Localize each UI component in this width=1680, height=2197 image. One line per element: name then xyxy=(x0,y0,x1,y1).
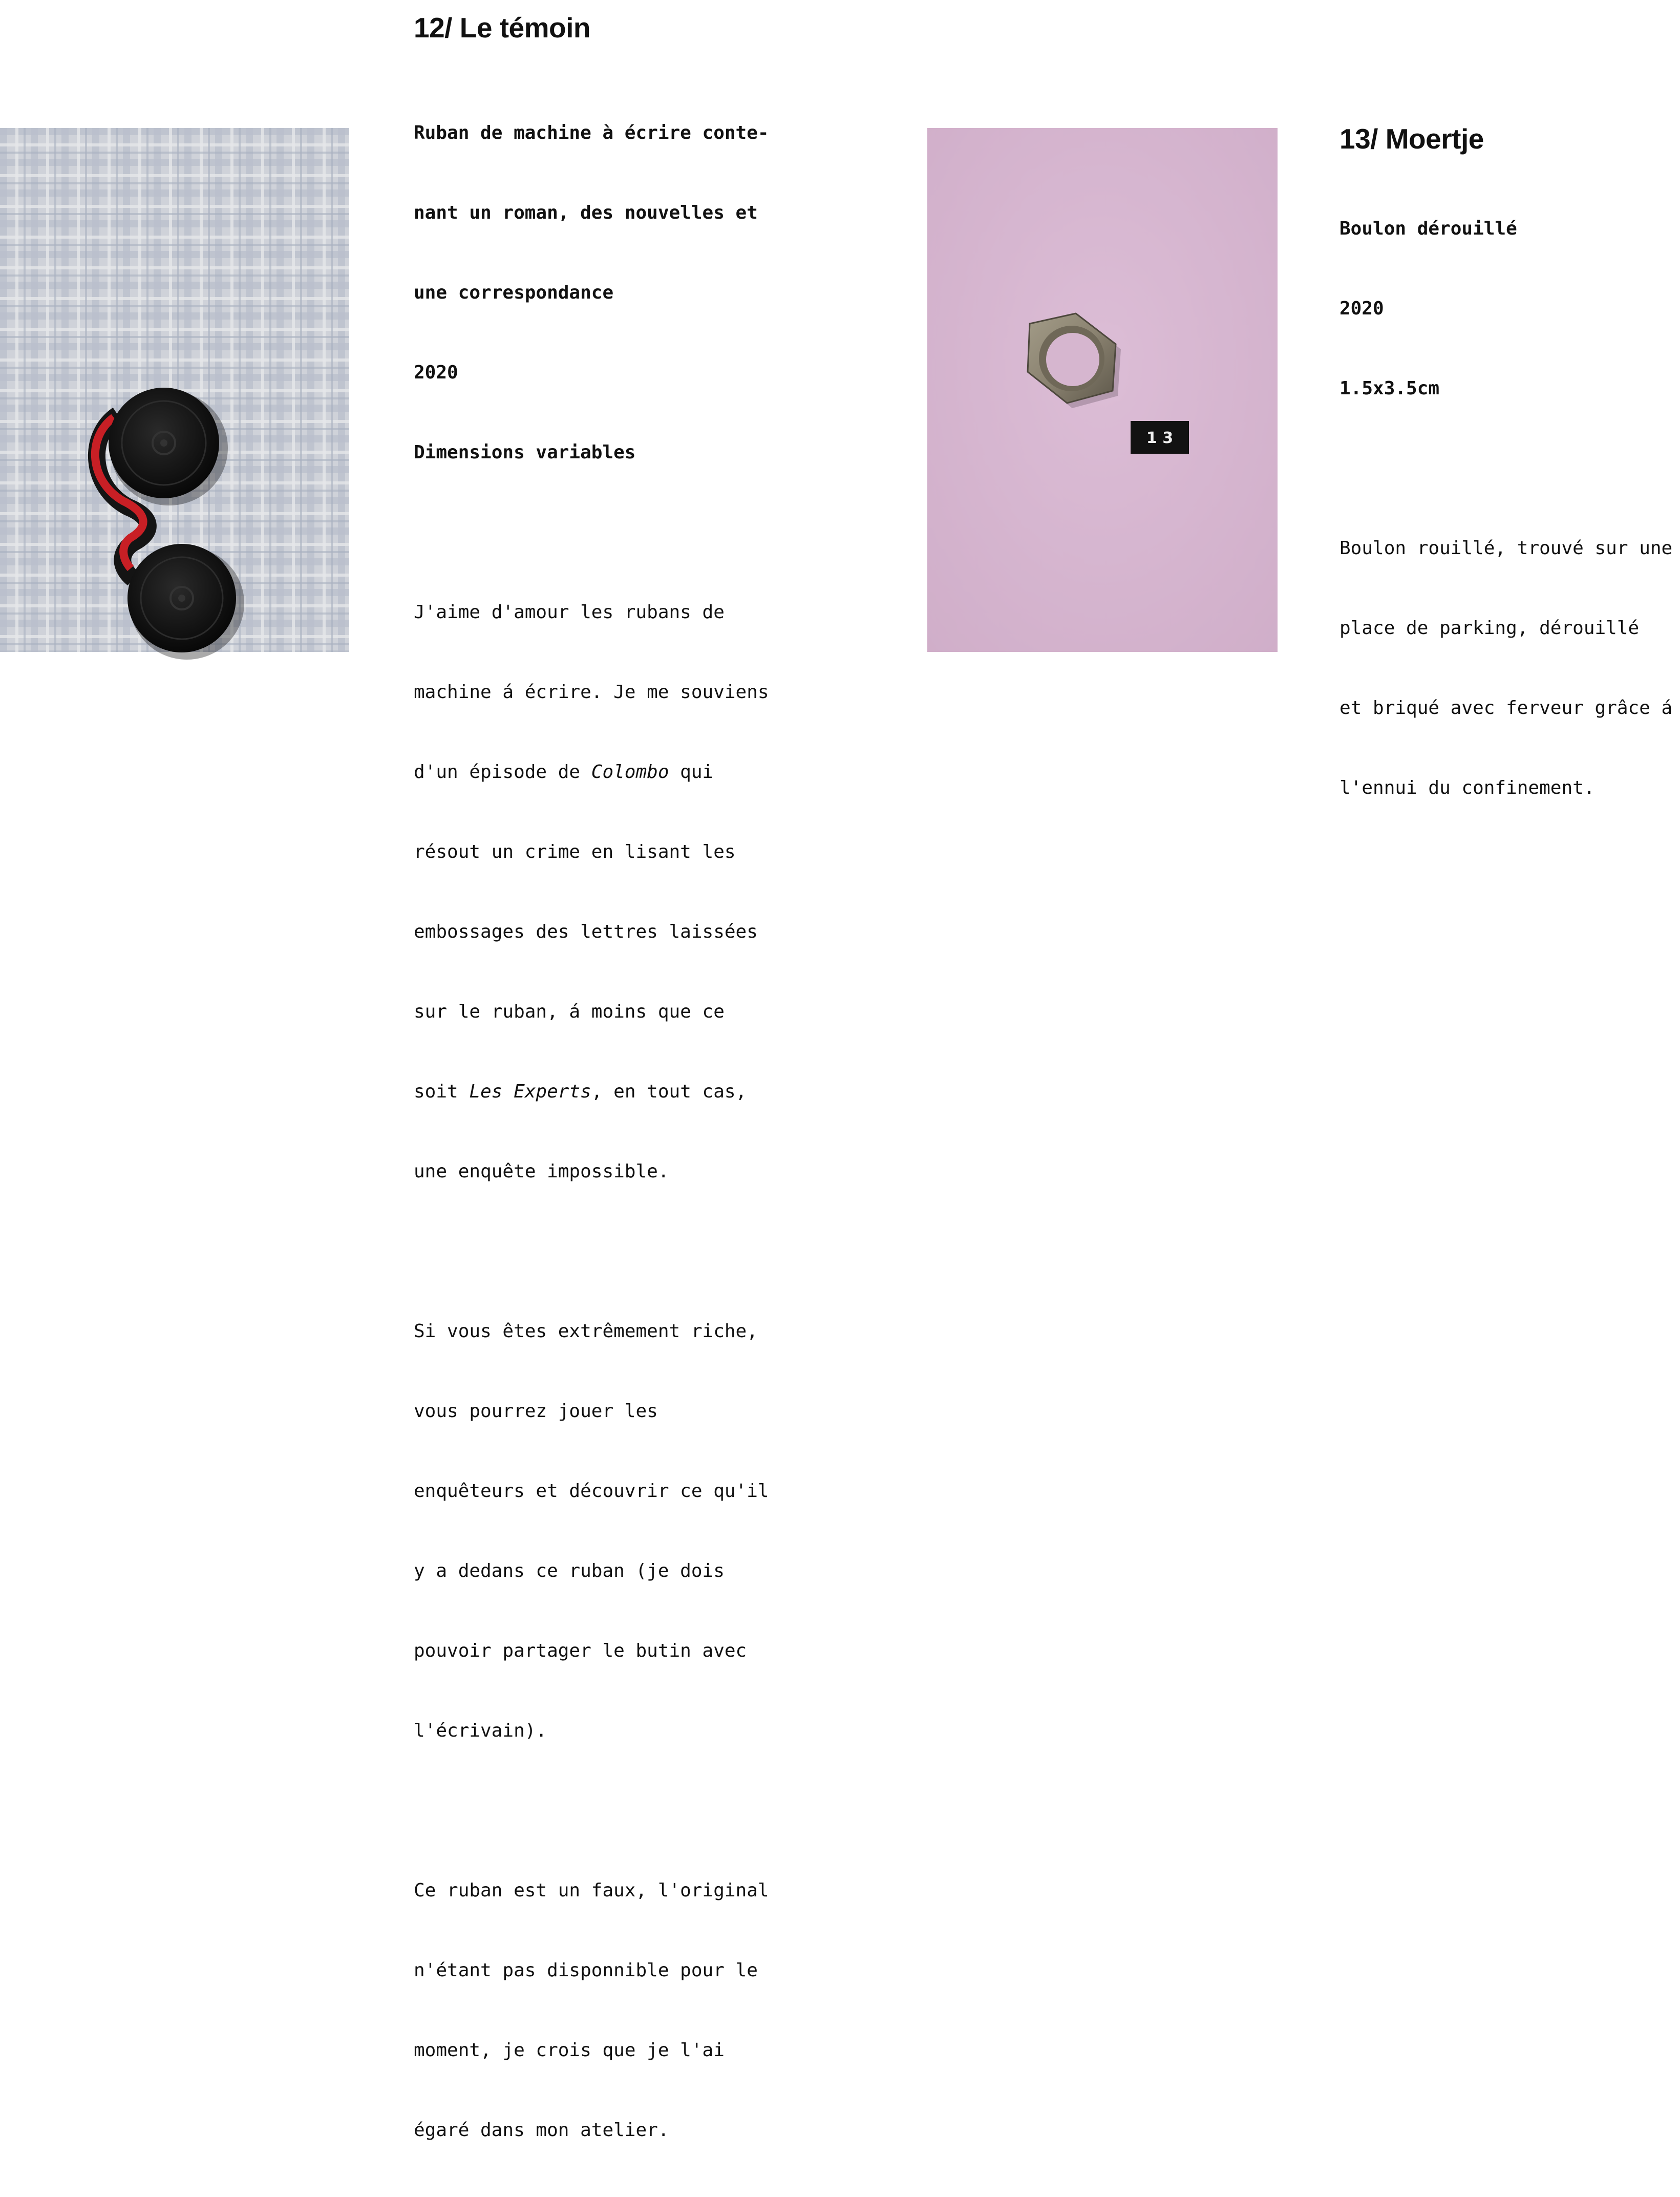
text-line: pouvoir partager le butin avec xyxy=(414,1640,747,1661)
text-line: machine á écrire. Je me souviens xyxy=(414,682,769,703)
text-line: Boulon rouillé, trouvé sur une xyxy=(1339,538,1673,559)
text-line: résout un crime en lisant les xyxy=(414,841,736,862)
typewriter-ribbon-photo xyxy=(0,128,349,652)
text-line: Si vous êtes extrêmement riche, xyxy=(414,1321,758,1342)
entry-12 xyxy=(414,9,803,2197)
entry-13-description xyxy=(1339,482,1680,855)
text-line: Ce ruban est un faux, l'original xyxy=(414,1880,769,1901)
text-fragment: d'un épisode de xyxy=(414,762,591,783)
entry-12-title: 12/ Le témoin xyxy=(414,12,590,44)
entry-12-paragraph-2 xyxy=(414,1265,803,1798)
meta-line: Boulon dérouillé xyxy=(1339,218,1517,239)
text-line: n'étant pas disponnible pour le xyxy=(414,1960,758,1981)
text-line: place de parking, dérouillé xyxy=(1339,618,1640,639)
text-line: embossages des lettres laissées xyxy=(414,921,758,942)
entry-12-paragraph-1 xyxy=(414,546,803,1238)
text-line: moment, je crois que je l'ai xyxy=(414,2040,725,2061)
meta-dimensions: Dimensions variables xyxy=(414,442,636,463)
hex-nut-photo xyxy=(927,128,1278,652)
meta-year: 2020 xyxy=(1339,298,1384,319)
les-experts-title: Les Experts xyxy=(469,1081,591,1102)
number-tag-label: 1 3 xyxy=(1146,429,1174,447)
text-line: enquêteurs et découvrir ce qu'il xyxy=(414,1481,769,1502)
meta-line: nant un roman, des nouvelles et xyxy=(414,202,758,223)
text-line: égaré dans mon atelier. xyxy=(414,2120,669,2141)
text-fragment: qui xyxy=(669,762,714,783)
meta-dimensions: 1.5x3.5cm xyxy=(1339,378,1440,399)
text-fragment: soit xyxy=(414,1081,470,1102)
text-line xyxy=(414,759,803,786)
text-line: l'ennui du confinement. xyxy=(1339,777,1595,798)
meta-line: Ruban de machine à écrire conte- xyxy=(414,122,769,143)
meta-line: une correspondance xyxy=(414,282,614,303)
entry-13-title: 13/ Moertje xyxy=(1339,123,1484,155)
text-line: J'aime d'amour les rubans de xyxy=(414,602,725,623)
entry-13-meta xyxy=(1339,162,1680,455)
entry-12-paragraph-3 xyxy=(414,1824,803,2197)
text-line: une enquête impossible. xyxy=(414,1161,669,1182)
entry-12-meta xyxy=(414,67,803,519)
entry-13 xyxy=(1339,120,1680,855)
text-line: sur le ruban, á moins que ce xyxy=(414,1001,725,1022)
text-line: l'écrivain). xyxy=(414,1720,547,1741)
text-line: y a dedans ce ruban (je dois xyxy=(414,1560,725,1581)
colombo-title: Colombo xyxy=(591,762,669,783)
meta-year: 2020 xyxy=(414,362,458,383)
text-line xyxy=(414,1079,803,1105)
text-line: et briqué avec ferveur grâce á xyxy=(1339,698,1673,719)
text-line: vous pourrez jouer les xyxy=(414,1401,658,1422)
nut-hole xyxy=(1046,333,1099,386)
text-fragment: , en tout cas, xyxy=(591,1081,747,1102)
